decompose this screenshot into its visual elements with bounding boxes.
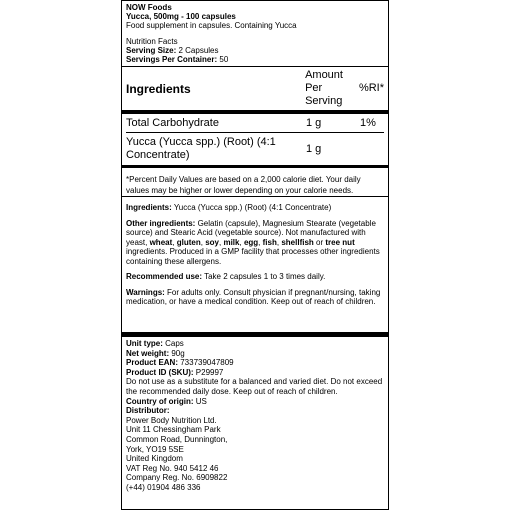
product-sku	[126, 368, 384, 378]
ean-value: 733739047809	[180, 358, 234, 368]
table-row	[126, 114, 384, 133]
unit-type-label: Unit type:	[126, 339, 163, 348]
net-weight-label: Net weight:	[126, 348, 170, 358]
brand-name: NOW Foods	[126, 3, 172, 12]
address-line: York, YO19 5SE	[126, 444, 184, 454]
serving-size-label: Serving Size:	[126, 46, 177, 55]
servings-value: 50	[219, 55, 229, 64]
separator: ,	[200, 237, 203, 247]
sku-label: Product ID (SKU):	[126, 367, 194, 377]
nutrient-name-line-1: Yucca (Yucca spp.) (Root) (4:1	[126, 136, 276, 148]
allergen-gluten: gluten	[176, 237, 201, 247]
ri-column-header: %RI*	[358, 82, 384, 94]
usage-advice: Do not use as a substitute for a balanced and varied diet. Do not exceed the recommended daily dose. Keep out of reach of children.	[126, 377, 383, 396]
allergen-milk: milk	[223, 237, 240, 247]
amount-header-line-1: Amount	[305, 69, 343, 81]
amount-header-line-2: Per	[305, 82, 323, 94]
product-description: Food supplement in capsules. Containing Yucca	[126, 21, 297, 30]
recommended-use-text: Take 2 capsules 1 to 3 times daily.	[204, 272, 326, 281]
ingredients-column-header: Ingredients	[126, 81, 191, 96]
net-weight-value: 90g	[171, 348, 185, 358]
product-title: Yucca, 500mg - 100 capsules	[126, 12, 236, 21]
allergen-wheat: wheat	[149, 237, 173, 247]
unit-type	[126, 339, 384, 349]
recommended-use-section	[126, 272, 384, 282]
other-ingredients-label: Other ingredients:	[126, 218, 196, 228]
nutrition-table	[126, 67, 384, 108]
net-weight	[126, 349, 384, 359]
servings-per-container	[126, 55, 384, 64]
unit-type-value: Caps	[165, 339, 184, 348]
other-ingredients-text-2: ingredients. Produced in a GMP facility that processes other ingredients containing these allergens.	[126, 247, 380, 266]
nutrient-amount: 1 g	[306, 116, 322, 129]
other-ingredients-section	[126, 219, 384, 267]
daily-value-footnote	[126, 168, 384, 196]
allergen-tree-nut: tree nut	[325, 237, 355, 247]
ean-label: Product EAN:	[126, 358, 178, 368]
servings-label: Servings Per Container:	[126, 55, 218, 64]
origin-value: US	[195, 396, 207, 406]
ingredients-label: Ingredients:	[126, 203, 172, 212]
allergen-fish: fish	[262, 237, 277, 247]
separator: ,	[258, 237, 261, 247]
warnings-text: For adults only. Consult physician if pregnant/nursing, taking medication, or have a medical condition. Keep out of reach of children.	[126, 287, 381, 306]
allergen-shellfish: shellfish	[281, 237, 314, 247]
country-of-origin	[126, 397, 384, 407]
nutrition-panel	[121, 0, 389, 197]
distributor-label: Distributor:	[126, 406, 170, 416]
nutrient-amount: 1 g	[306, 133, 360, 166]
product-ean	[126, 358, 384, 368]
nutrient-name-line-2: Concentrate)	[126, 149, 190, 161]
other-ingredients-text: Gelatin (capsule), Magnesium Stearate (vegetable source) and Stearic Acid (vegetable source). Not manufactured with yeast,	[126, 218, 376, 247]
address-line: Unit 11 Chessingham Park	[126, 425, 221, 435]
allergen-egg: egg	[243, 237, 259, 247]
table-row	[126, 133, 384, 166]
warnings-section	[126, 288, 384, 307]
sku-value: P29997	[195, 367, 224, 377]
address-line: Power Body Nutrition Ltd.	[126, 415, 217, 425]
nutrient-ri	[360, 133, 384, 166]
serving-size-value: 2 Capsules	[178, 46, 219, 55]
address-line: VAT Reg No. 940 5412 46	[126, 463, 219, 473]
footnote-line-2: values may be higher or lower depending on your calorie needs.	[126, 186, 354, 195]
serving-size	[126, 46, 384, 55]
address-line: (+44) 01904 486 336	[126, 482, 201, 492]
warnings-label: Warnings:	[126, 287, 165, 297]
ingredients-section	[126, 203, 384, 213]
address-line: United Kingdom	[126, 454, 183, 464]
details-panel	[121, 333, 389, 510]
origin-label: Country of origin:	[126, 396, 194, 406]
nutrition-facts-label: Nutrition Facts	[126, 37, 178, 46]
footnote-line-1: *Percent Daily Values are based on a 2,000 calorie diet. Your daily	[126, 175, 361, 184]
separator: ,	[218, 237, 222, 247]
recommended-use-label: Recommended use:	[126, 272, 203, 281]
address-line: Common Road, Dunnington,	[126, 434, 228, 444]
separator: ,	[239, 237, 242, 247]
allergen-soy: soy	[205, 237, 219, 247]
separator: ,	[276, 237, 280, 247]
nutrition-table-header	[126, 67, 384, 108]
address-line: Company Reg. No. 6909822	[126, 473, 228, 483]
ingredients-text: Yucca (Yucca spp.) (Root) (4:1 Concentrate)	[173, 203, 332, 212]
amount-column-header	[305, 67, 359, 108]
nutrient-ri: 1%	[360, 116, 376, 129]
separator-or: or	[316, 237, 324, 247]
nutrient-name: Total Carbohydrate	[126, 117, 219, 129]
info-panel	[121, 197, 389, 333]
amount-header-line-3: Serving	[305, 95, 343, 107]
distributor-address	[126, 416, 384, 493]
nutrient-name	[126, 133, 306, 166]
separator: ,	[172, 237, 175, 247]
